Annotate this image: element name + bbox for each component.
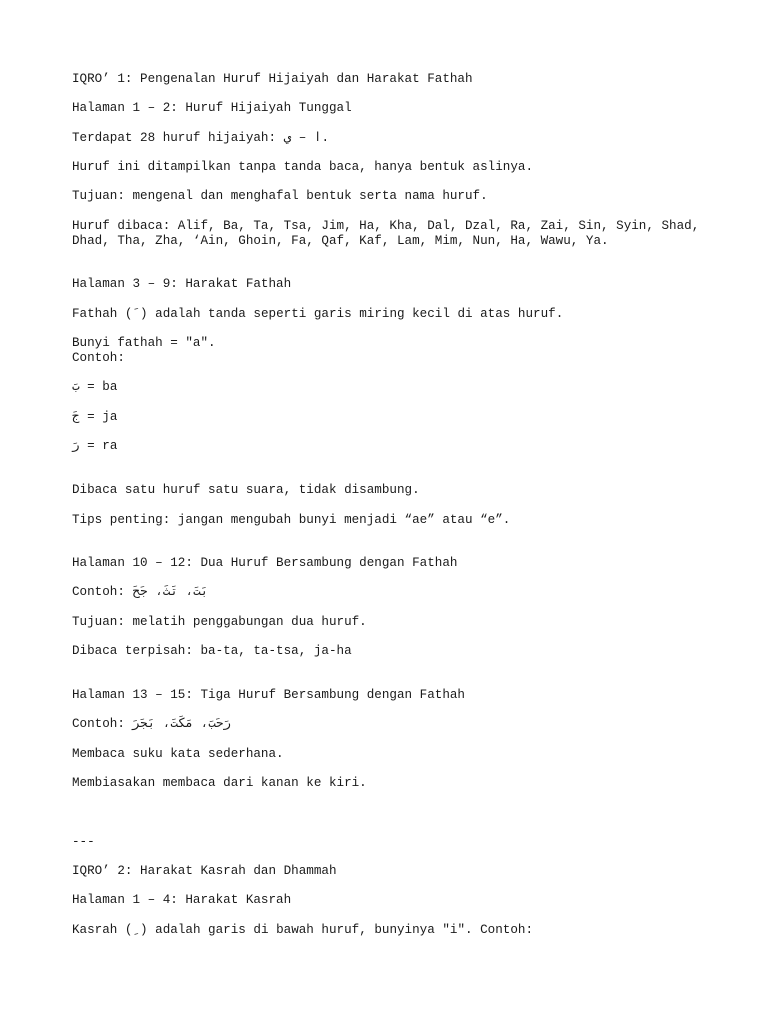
paragraph: Bunyi fathah = "a". Contoh:: [72, 336, 216, 365]
paragraph: Dibaca terpisah: ba-ta, ta-tsa, ja-ha: [72, 644, 352, 658]
paragraph: Tujuan: melatih penggabungan dua huruf.: [72, 615, 367, 629]
paragraph: Huruf dibaca: Alif, Ba, Ta, Tsa, Jim, Ha, Kha, Dal, Dzal, Ra, Zai, Sin, Syin, Shad, Dhad, Tha, Zha, ‘Ain, Ghoin, Fa, Qaf, Kaf, Lam, Mim, Nun, Ha, Wawu, Ya.: [72, 219, 707, 248]
subheading-halaman-1-2: Halaman 1 – 2: Huruf Hijaiyah Tunggal: [72, 101, 352, 115]
example-line: Contoh: رَحَبَ، مَكَتَ، بَجَرَ: [72, 717, 231, 731]
example-line: رَ = ra: [72, 439, 118, 453]
paragraph: Membiasakan membaca dari kanan ke kiri.: [72, 776, 367, 790]
heading-iqro-2: IQRO’ 2: Harakat Kasrah dan Dhammah: [72, 864, 337, 878]
paragraph: Tips penting: jangan mengubah bunyi menjadi “ae” atau “e”.: [72, 513, 511, 527]
paragraph: Terdapat 28 huruf hijaiyah: ا – ي.: [72, 131, 330, 145]
paragraph: Huruf ini ditampilkan tanpa tanda baca, hanya bentuk aslinya.: [72, 160, 534, 174]
example-line: Contoh: بَتَ، تَثَ، جَحَ: [72, 585, 209, 599]
paragraph: Kasrah ( ِ) adalah garis di bawah huruf, bunyinya "i". Contoh:: [72, 923, 534, 937]
subheading-halaman-10-12: Halaman 10 – 12: Dua Huruf Bersambung dengan Fathah: [72, 556, 458, 570]
subheading-halaman-3-9: Halaman 3 – 9: Harakat Fathah: [72, 277, 292, 291]
paragraph: Fathah ( َ) adalah tanda seperti garis miring kecil di atas huruf.: [72, 307, 564, 321]
example-line: بَ = ba: [72, 380, 118, 394]
paragraph: Dibaca satu huruf satu suara, tidak disambung.: [72, 483, 420, 497]
section-separator: ---: [72, 835, 95, 849]
subheading-halaman-13-15: Halaman 13 – 15: Tiga Huruf Bersambung dengan Fathah: [72, 688, 465, 702]
subheading-halaman-1-4: Halaman 1 – 4: Harakat Kasrah: [72, 893, 292, 907]
example-line: جَ = ja: [72, 410, 118, 424]
paragraph: Membaca suku kata sederhana.: [72, 747, 284, 761]
paragraph: Tujuan: mengenal dan menghafal bentuk serta nama huruf.: [72, 189, 488, 203]
heading-iqro-1: IQRO’ 1: Pengenalan Huruf Hijaiyah dan Harakat Fathah: [72, 72, 473, 86]
